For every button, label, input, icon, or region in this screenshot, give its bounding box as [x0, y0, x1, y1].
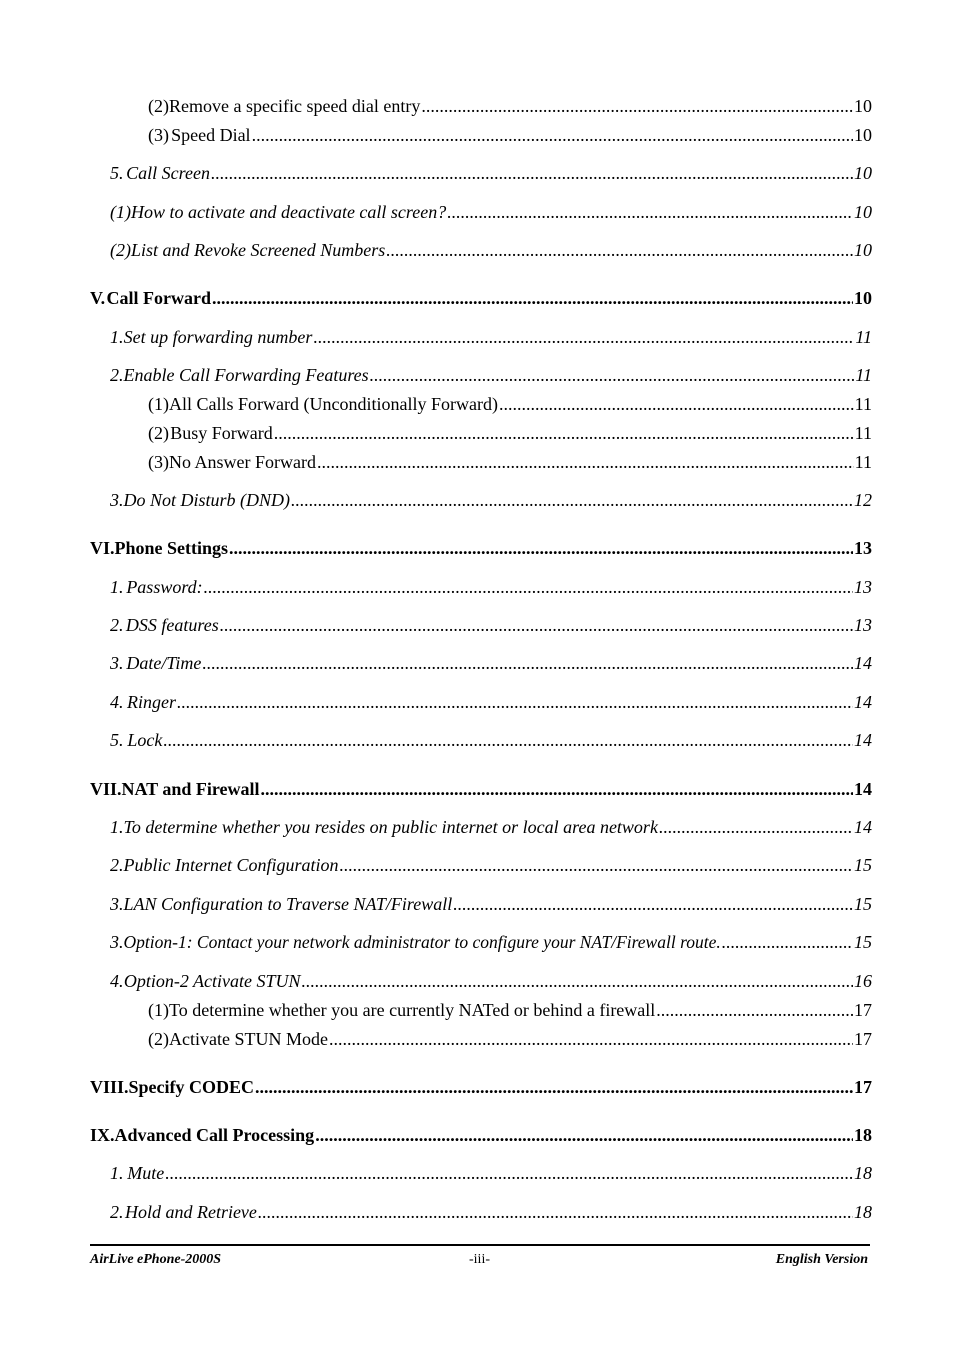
toc-entry[interactable] — [110, 201, 872, 223]
toc-leader-dots — [339, 854, 853, 876]
toc-entry-page: 18 — [854, 1125, 872, 1145]
toc-entry[interactable] — [110, 816, 872, 838]
toc-entry-page: 14 — [854, 653, 872, 673]
toc-entry-page: 14 — [854, 817, 872, 837]
toc-entry-page: 12 — [854, 490, 872, 510]
toc-entry-page: 10 — [854, 96, 872, 116]
toc-entry-number: VII. — [90, 779, 122, 799]
toc-entry[interactable] — [110, 652, 872, 674]
toc-entry-page: 13 — [854, 577, 872, 597]
toc-entry[interactable] — [110, 364, 872, 386]
toc-entry-title: Enable Call Forwarding Features — [123, 365, 369, 385]
footer-product-name: AirLive ePhone-2000S — [90, 1252, 222, 1267]
toc-leader-dots — [177, 691, 853, 713]
toc-entry-page: 10 — [854, 288, 872, 308]
toc-leader-dots — [317, 451, 854, 473]
toc-entry[interactable] — [110, 326, 872, 348]
toc-entry[interactable] — [110, 576, 872, 598]
toc-entry-number: 2. — [110, 615, 124, 635]
toc-entry[interactable] — [110, 239, 872, 261]
toc-leader-dots — [659, 816, 853, 838]
toc-entry-title: Public Internet Configuration — [123, 855, 339, 875]
toc-leader-dots — [163, 729, 853, 751]
toc-leader-dots — [386, 239, 853, 261]
toc-entry-title: To determine whether you resides on public internet or local area network — [123, 817, 658, 837]
toc-leader-dots — [204, 576, 853, 598]
toc-leader-dots — [220, 614, 853, 636]
toc-entry-number: 1. — [110, 327, 124, 347]
toc-leader-dots — [453, 893, 853, 915]
toc-entry-title: DSS features — [125, 615, 219, 635]
toc-entry-page: 14 — [854, 692, 872, 712]
toc-leader-dots — [165, 1162, 853, 1184]
toc-entry-title: LAN Configuration to Traverse NAT/Firewall — [123, 894, 453, 914]
toc-entry-page: 17 — [854, 1000, 872, 1020]
toc-entry-number: 3. — [110, 894, 124, 914]
toc-entry-title: Mute — [127, 1163, 165, 1183]
toc-entry-number: 2. — [110, 855, 124, 875]
toc-entry-number: 1. — [110, 1163, 124, 1183]
toc-entry-number: 3. — [110, 932, 124, 952]
toc-entry-page: 14 — [854, 779, 872, 799]
toc-leader-dots — [315, 1124, 853, 1146]
toc-entry[interactable] — [110, 729, 872, 751]
toc-entry-page: 10 — [854, 202, 872, 222]
toc-entry-page: 11 — [855, 327, 872, 347]
toc-entry-page: 15 — [854, 932, 872, 952]
toc-entry-number: 1. — [110, 577, 124, 597]
toc-entry-page: 11 — [854, 394, 872, 414]
toc-entry[interactable] — [90, 537, 872, 559]
toc-entry-number: 4. — [110, 971, 124, 991]
toc-entry-title: Password: — [126, 577, 203, 597]
toc-entry[interactable] — [148, 451, 872, 473]
toc-entry[interactable] — [90, 778, 872, 800]
toc-entry[interactable] — [110, 614, 872, 636]
footer-divider — [90, 1244, 870, 1246]
toc-entry-page: 14 — [854, 730, 872, 750]
toc-entry[interactable] — [148, 124, 872, 146]
toc-entry[interactable] — [110, 1162, 872, 1184]
toc-entry-number: 2. — [110, 365, 124, 385]
toc-leader-dots — [421, 95, 853, 117]
toc-leader-dots — [229, 537, 853, 559]
toc-entry-page: 16 — [854, 971, 872, 991]
toc-entry[interactable] — [110, 691, 872, 713]
toc-entry-title: To determine whether you are currently NATed or behind a firewall — [169, 1000, 656, 1020]
toc-leader-dots — [212, 287, 853, 309]
toc-entry-title: Do Not Disturb (DND) — [123, 490, 291, 510]
toc-leader-dots — [291, 489, 853, 511]
toc-leader-dots — [261, 778, 853, 800]
toc-entry[interactable] — [110, 931, 872, 953]
toc-entry-title: Call Forward — [106, 288, 212, 308]
toc-entry[interactable] — [148, 422, 872, 444]
toc-entry-number: 1. — [110, 817, 124, 837]
toc-leader-dots — [302, 970, 853, 992]
toc-entry-number: 3. — [110, 490, 124, 510]
toc-leader-dots — [656, 999, 853, 1021]
toc-entry-page: 11 — [854, 452, 872, 472]
toc-entry[interactable] — [148, 1028, 872, 1050]
toc-entry-title: Call Screen — [126, 163, 210, 183]
toc-entry-title: Set up forwarding number — [123, 327, 313, 347]
toc-entry[interactable] — [110, 1201, 872, 1223]
toc-entry-page: 10 — [854, 125, 872, 145]
toc-entry-title: Specify CODEC — [128, 1077, 255, 1097]
toc-entry[interactable] — [90, 287, 872, 309]
toc-leader-dots — [499, 393, 854, 415]
toc-entry-title: Date/Time — [126, 653, 202, 673]
toc-entry-number: 4. — [110, 692, 124, 712]
toc-entry-title: Phone Settings — [114, 538, 229, 558]
toc-entry-number: (1) — [148, 394, 169, 414]
toc-entry-page: 15 — [854, 855, 872, 875]
toc-entry-title: No Answer Forward — [169, 452, 316, 472]
toc-entry[interactable] — [148, 95, 872, 117]
toc-leader-dots — [329, 1028, 853, 1050]
toc-entry-number: 5. — [110, 163, 124, 183]
toc-leader-dots — [274, 422, 854, 444]
toc-leader-dots — [258, 1201, 853, 1223]
toc-leader-dots — [252, 124, 853, 146]
toc-leader-dots — [447, 201, 853, 223]
toc-entry-page: 17 — [854, 1077, 872, 1097]
toc-entry[interactable] — [110, 162, 872, 184]
toc-entry-page: 18 — [854, 1163, 872, 1183]
toc-entry-page: 10 — [854, 163, 872, 183]
toc-entry-page: 18 — [854, 1202, 872, 1222]
toc-entry-number: IX. — [90, 1125, 115, 1145]
toc-entry-number: (2) — [148, 423, 169, 443]
footer-version: English Version — [775, 1252, 868, 1267]
toc-entry[interactable] — [110, 489, 872, 511]
toc-leader-dots — [202, 652, 853, 674]
toc-entry-number: 2. — [110, 1202, 124, 1222]
toc-entry-number: V. — [90, 288, 106, 308]
toc-entry-title: Activate STUN Mode — [169, 1029, 328, 1049]
toc-leader-dots — [313, 326, 854, 348]
toc-entry-title: Hold and Retrieve — [124, 1202, 257, 1222]
toc-entry-title: Ringer — [126, 692, 176, 712]
toc-entry-title: Lock — [127, 730, 163, 750]
toc-entry-number: (3) — [148, 125, 169, 145]
toc-leader-dots — [370, 364, 855, 386]
toc-leader-dots — [722, 931, 853, 953]
toc-entry-title: Speed Dial — [171, 125, 251, 145]
toc-entry-title: Option-1: Contact your network administrator to configure your NAT/Firewall route. — [123, 932, 721, 952]
toc-entry-title: Advanced Call Processing — [114, 1125, 315, 1145]
toc-entry-page: 11 — [855, 365, 872, 385]
toc-entry-number: (1) — [148, 1000, 169, 1020]
toc-entry[interactable] — [110, 893, 872, 915]
footer-page-number: -iii- — [469, 1252, 490, 1267]
toc-entry-page: 17 — [854, 1029, 872, 1049]
toc-entry-number: (1) — [110, 202, 131, 222]
toc-entry-title: List and Revoke Screened Numbers — [131, 240, 386, 260]
toc-entry-number: (2) — [110, 240, 131, 260]
toc-entry-page: 15 — [854, 894, 872, 914]
toc-entry-title: All Calls Forward (Unconditionally Forward) — [169, 394, 498, 414]
toc-entry-number: (2) — [148, 96, 169, 116]
toc-entry-number: 5. — [110, 730, 124, 750]
toc-entry-page: 10 — [854, 240, 872, 260]
toc-entry-number: (3) — [148, 452, 169, 472]
toc-entry[interactable] — [90, 1124, 872, 1146]
toc-entry-title: Busy Forward — [170, 423, 273, 443]
toc-entry-page: 11 — [854, 423, 872, 443]
toc-entry[interactable] — [110, 854, 872, 876]
toc-entry-page: 13 — [854, 615, 872, 635]
toc-entry[interactable] — [90, 1076, 872, 1098]
toc-entry[interactable] — [148, 393, 872, 415]
toc-entry[interactable] — [148, 999, 872, 1021]
toc-leader-dots — [211, 162, 853, 184]
toc-entry-number: (2) — [148, 1029, 169, 1049]
toc-entry-title: Remove a specific speed dial entry — [169, 96, 421, 116]
toc-entry-title: Option-2 Activate STUN — [123, 971, 301, 991]
toc-entry-title: NAT and Firewall — [121, 779, 260, 799]
toc-entry-page: 13 — [854, 538, 872, 558]
toc-entry[interactable] — [110, 970, 872, 992]
toc-entry-number: VI. — [90, 538, 115, 558]
toc-entry-title: How to activate and deactivate call screen? — [131, 202, 447, 222]
toc-entry-number: 3. — [110, 653, 124, 673]
toc-leader-dots — [255, 1076, 853, 1098]
toc-entry-number: VIII. — [90, 1077, 129, 1097]
